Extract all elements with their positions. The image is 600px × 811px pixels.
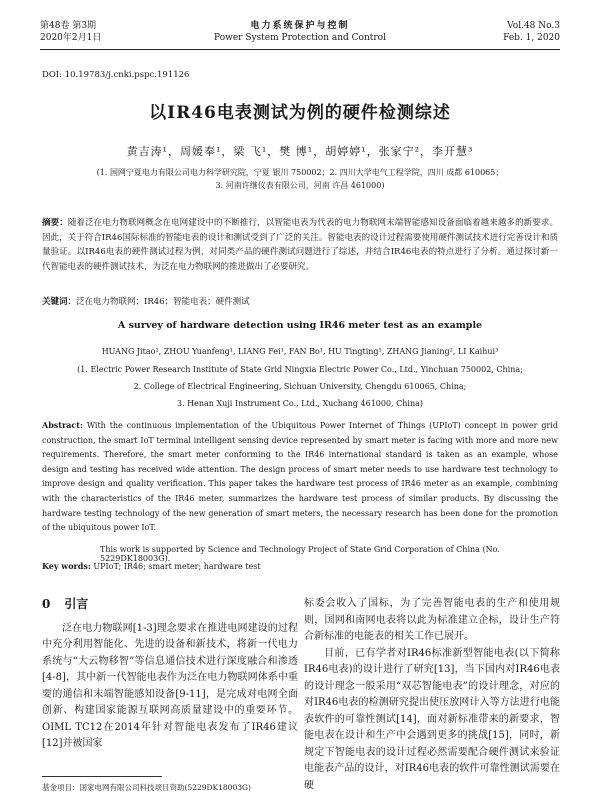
header-right: [503, 20, 560, 44]
affiliation-line: (1. 国网宁夏电力有限公司电力科学研究院，宁夏 银川 750002；2. 四川大学电气工程学院，四川 成都 610065；: [96, 168, 504, 177]
volume-cn: 第48卷 第3期: [40, 21, 97, 31]
affiliations-en: [40, 361, 560, 412]
body-column-left: [42, 596, 298, 753]
header-center: [40, 20, 560, 44]
affiliation-line: (1. Electric Power Research Institute of State Grid Ningxia Electric Power Co., Ltd., Yinchuan 750002, China;: [77, 365, 523, 374]
footnote-rule: [42, 776, 162, 777]
keywords-en-text: UPIoT; IR46; smart meter; hardware test: [93, 562, 261, 571]
paper-title-cn: 以IR46电表测试为例的硬件检测综述: [149, 103, 451, 123]
keywords-en-label: Key words:: [42, 561, 91, 571]
body-paragraph: 目前，已有学者对IR46标准新型智能电表(以下简称IR46电表)的设计进行了研究[13]，当下国内对IR46电表的设计理念一般采用“双芯智能电表”的设计理念，对应的对IR46电表的检测研究提出使压放网计入等方法进行电能表软件的可靠性测试[14]，面对新标准带来的新要求，智能电表在设计和生产中会遇到更多的挑战[15]，同时，新规定下智能电表的设计过程必然需要配合硬件测试来验证电能表产品的设计，对IR46电表的软件可靠性测试需要在硬: [304, 647, 560, 791]
affiliations-cn: [60, 166, 540, 192]
section-heading: [42, 596, 298, 613]
keywords-cn: [42, 295, 558, 310]
header-rule: [40, 49, 560, 50]
abstract-en-label: Abstract:: [42, 420, 83, 430]
authors-en: HUANG Jitao¹, ZHOU Yuanfeng¹, LIANG Fei¹, FAN Bo¹, HU Tingting¹, ZHANG Jianing², LI Kaihui³: [101, 347, 499, 356]
journal-name-cn: 电力系统保护与控制: [250, 21, 350, 31]
section-title: 引言: [64, 597, 89, 611]
body-paragraph: 泛在电力物联网[1-3]理念要求在推进电网建设的过程中充分利用智能化、先进的设备和新技术，将新一代电力系统与“大云物移智”等信息通信技术进行深度融合和渗透[4-8]，其中新一代智能电表作为泛在电力物联网体系中重要的通信和末端智能感知设备[9-11]，是完成对电网全面创新、构建国家能源互联网高质量建设中的重要环节。OIML TC12在2014年针对智能电表发布了IR46建议[12]并被国家: [42, 622, 298, 749]
abstract-cn-label: 摘要：: [42, 218, 68, 228]
keywords-cn-label: 关键词：: [42, 297, 77, 307]
paper-title-en: A survey of hardware detection using IR46 meter test as an example: [117, 320, 483, 331]
abstract-en: [42, 418, 558, 536]
keywords-en: [42, 561, 560, 571]
affiliation-line: 3. 河南许继仪表有限公司，河南 许昌 461000): [215, 181, 385, 190]
funding-note-en: This work is supported by Science and Technology Project of State Grid Corporation of China (No. 5229DK18003G).: [100, 545, 500, 563]
affiliation-line: 3. Henan Xuji Instrument Co., Ltd., Xuchang 461000, China): [176, 399, 424, 408]
abstract-en-text: With the continuous implementation of the Ubiquitous Power Internet of Things (UPIoT) concept in power grid construction, the smart IoT terminal intelligent sensing device represented by smart meter is facing with more and more new requirements. Therefore, the smart meter conforming to the IR46 international standard is taken as an example, whose design and testing has received wide attention. The design process of smart meter needs to use hardware test technology to improve design and quality verification. This paper takes the hardware test process of IR46 meter as an example, combining with the characteristics of the IR46 meter, summarizes the hardware test process of similar products. By discussing the hardware testing technology of the new generation of smart meters, the necessary research has been done for the promotion of the ubiquitous power IoT.: [42, 421, 558, 533]
section-number: 0: [42, 597, 51, 611]
keywords-cn-text: 泛在电力物联网；IR46；智能电表；硬件测试: [76, 297, 250, 307]
date-cn: 2020年2月1日: [40, 33, 102, 43]
affiliation-line: 2. College of Electrical Engineering, Sichuan University, Chengdu 610065, China;: [133, 382, 467, 391]
doi: DOI: 10.19783/j.cnki.pspc.191126: [42, 70, 190, 80]
volume-en: Vol.48 No.3: [507, 21, 560, 31]
body-column-right: [304, 596, 560, 794]
date-en: Feb. 1, 2020: [503, 33, 560, 43]
abstract-cn-text: 随着泛在电力物联网概念在电网建设中的不断推行，以智能电表为代表的电力物联网末端智能感知设备面临着越来越多的新要求。因此，关于符合IR46国际标准的智能电表的设计和测试受到了广泛的关注。智能电表的设计过程需要使用硬件测试技术进行完善设计和质量验证。以IR46电表的硬件测试过程为例，对同类产品的硬件测试问题进行了综述，并结合IR46电表的特点进行了分析。通过探讨新一代智能电表的硬件测试技术，为泛在电力物联网的推进做出了必要研究。: [42, 218, 558, 272]
footnote-funding: 基金项目：国家电网有限公司科技项目资助(5229DK18003G): [42, 783, 251, 792]
abstract-cn: [42, 216, 558, 274]
authors-cn: 黄吉涛¹，周媛奉¹，梁 飞¹，樊 博¹，胡婷婷¹，张家宁²，李开慧³: [126, 145, 474, 158]
journal-name-en: Power System Protection and Control: [214, 33, 386, 43]
body-paragraph: 标委会收入了国标，为了完善智能电表的生产和使用规则，国网和南网电表将以此为标准建立企标，设计生产符合新标准的电能表的相关工作已展开。: [304, 598, 560, 642]
